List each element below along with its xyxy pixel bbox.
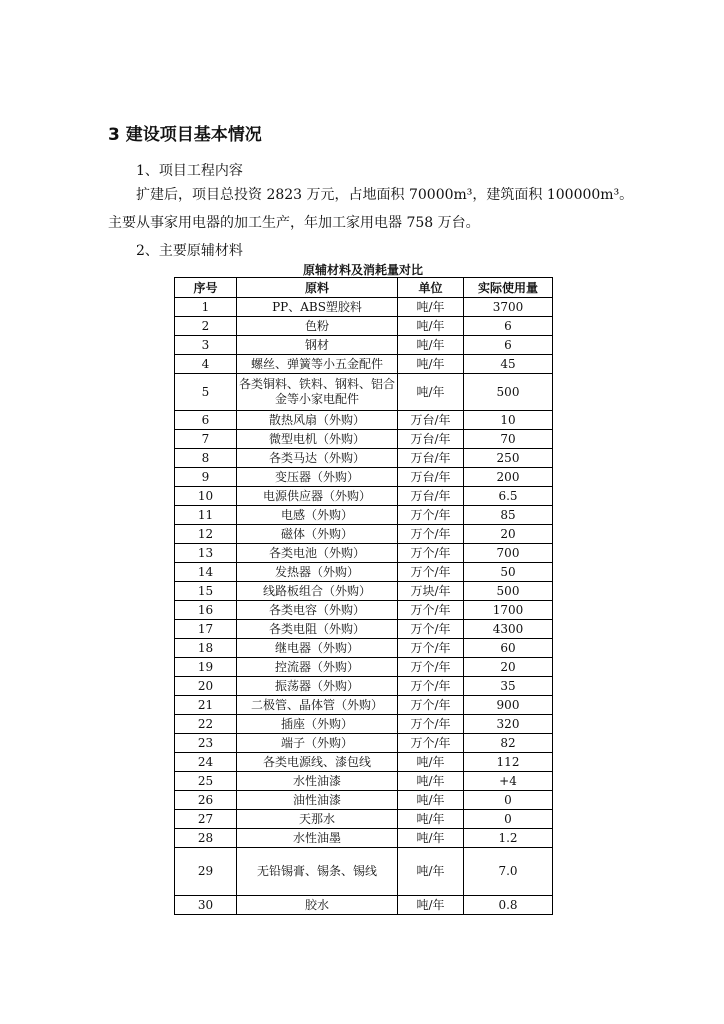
table-row (175, 791, 553, 810)
cell-unit: 万个/年 (398, 563, 464, 582)
cell-unit: 吨/年 (398, 791, 464, 810)
cell-index: 1 (175, 298, 237, 317)
cell-material: 各类电容（外购） (237, 601, 398, 620)
table-row (175, 715, 553, 734)
cell-material: 天那水 (237, 810, 398, 829)
table-row (175, 696, 553, 715)
header-actual-usage: 实际使用量 (464, 278, 553, 298)
table-row (175, 336, 553, 355)
table-row (175, 753, 553, 772)
table-row (175, 563, 553, 582)
cell-unit: 万个/年 (398, 696, 464, 715)
cell-amount: 900 (464, 696, 553, 715)
cell-amount: 6 (464, 317, 553, 336)
cell-unit: 万个/年 (398, 601, 464, 620)
cell-amount: 200 (464, 468, 553, 487)
cell-amount: 45 (464, 355, 553, 374)
cell-material: 水性油墨 (237, 829, 398, 848)
header-index: 序号 (175, 278, 237, 298)
cell-material: 二极管、晶体管（外购） (237, 696, 398, 715)
cell-index: 10 (175, 487, 237, 506)
cell-amount: 3700 (464, 298, 553, 317)
table-row (175, 772, 553, 791)
table-row (175, 374, 553, 411)
cell-amount: 50 (464, 563, 553, 582)
table-caption: 原辅材料及消耗量对比 (302, 263, 423, 277)
cell-material: 无铅锡膏、锡条、锡线 (237, 848, 398, 896)
cell-unit: 吨/年 (398, 753, 464, 772)
cell-material: 螺丝、弹簧等小五金配件 (237, 355, 398, 374)
cell-amount: 60 (464, 639, 553, 658)
cell-material: 发热器（外购） (237, 563, 398, 582)
cell-unit: 吨/年 (398, 374, 464, 411)
cell-index: 13 (175, 544, 237, 563)
cell-unit: 吨/年 (398, 317, 464, 336)
table-row (175, 601, 553, 620)
cell-amount: 500 (464, 374, 553, 411)
cell-index: 5 (175, 374, 237, 411)
cell-material: 油性油漆 (237, 791, 398, 810)
table-header-row (175, 278, 553, 298)
cell-amount: 112 (464, 753, 553, 772)
table-row (175, 848, 553, 896)
cell-amount: 700 (464, 544, 553, 563)
section-title: 3 建设项目基本情况 (108, 125, 262, 145)
cell-index: 6 (175, 411, 237, 430)
cell-unit: 吨/年 (398, 298, 464, 317)
cell-index: 19 (175, 658, 237, 677)
cell-unit: 万个/年 (398, 544, 464, 563)
cell-amount: 6.5 (464, 487, 553, 506)
cell-material: 色粉 (237, 317, 398, 336)
cell-index: 27 (175, 810, 237, 829)
cell-material: 电源供应器（外购） (237, 487, 398, 506)
table-row (175, 411, 553, 430)
cell-amount: 70 (464, 430, 553, 449)
table-row (175, 449, 553, 468)
cell-material: 钢材 (237, 336, 398, 355)
cell-unit: 万个/年 (398, 506, 464, 525)
cell-index: 18 (175, 639, 237, 658)
cell-amount: 0 (464, 810, 553, 829)
cell-index: 15 (175, 582, 237, 601)
cell-unit: 万台/年 (398, 468, 464, 487)
materials-table (174, 277, 553, 915)
cell-index: 4 (175, 355, 237, 374)
cell-index: 26 (175, 791, 237, 810)
cell-material: 插座（外购） (237, 715, 398, 734)
cell-amount: +4 (464, 772, 553, 791)
cell-unit: 万个/年 (398, 677, 464, 696)
cell-material: 继电器（外购） (237, 639, 398, 658)
cell-amount: 4300 (464, 620, 553, 639)
table-row (175, 582, 553, 601)
cell-unit: 吨/年 (398, 336, 464, 355)
cell-material: 水性油漆 (237, 772, 398, 791)
cell-amount: 20 (464, 525, 553, 544)
cell-unit: 吨/年 (398, 810, 464, 829)
cell-amount: 10 (464, 411, 553, 430)
cell-index: 30 (175, 896, 237, 915)
cell-amount: 500 (464, 582, 553, 601)
cell-index: 12 (175, 525, 237, 544)
cell-material: 各类电阻（外购） (237, 620, 398, 639)
cell-index: 16 (175, 601, 237, 620)
cell-amount: 85 (464, 506, 553, 525)
subsection-2-title: 2、主要原辅材料 (136, 243, 243, 259)
cell-index: 28 (175, 829, 237, 848)
table-row (175, 317, 553, 336)
cell-amount: 35 (464, 677, 553, 696)
paragraph-line-1: 扩建后，项目总投资 2823 万元，占地面积 70000m³，建筑面积 100000m³。 (136, 187, 634, 203)
table-row (175, 506, 553, 525)
table-row (175, 896, 553, 915)
cell-unit: 吨/年 (398, 848, 464, 896)
cell-index: 25 (175, 772, 237, 791)
table-row (175, 829, 553, 848)
cell-amount: 6 (464, 336, 553, 355)
cell-unit: 吨/年 (398, 829, 464, 848)
cell-unit: 万个/年 (398, 715, 464, 734)
table-body (175, 298, 553, 915)
cell-unit: 万台/年 (398, 411, 464, 430)
cell-amount: 7.0 (464, 848, 553, 896)
cell-index: 17 (175, 620, 237, 639)
cell-material: 电感（外购） (237, 506, 398, 525)
cell-index: 24 (175, 753, 237, 772)
cell-amount: 82 (464, 734, 553, 753)
cell-index: 2 (175, 317, 237, 336)
cell-material: 各类铜料、铁料、钢料、铝合金等小家电配件 (237, 374, 398, 411)
table-row (175, 298, 553, 317)
cell-amount: 1700 (464, 601, 553, 620)
cell-unit: 万块/年 (398, 582, 464, 601)
cell-index: 21 (175, 696, 237, 715)
table-row (175, 620, 553, 639)
cell-index: 29 (175, 848, 237, 896)
cell-material: 线路板组合（外购） (237, 582, 398, 601)
cell-unit: 吨/年 (398, 772, 464, 791)
cell-index: 9 (175, 468, 237, 487)
cell-unit: 万个/年 (398, 620, 464, 639)
cell-material: 各类马达（外购） (237, 449, 398, 468)
cell-unit: 万台/年 (398, 449, 464, 468)
cell-unit: 万台/年 (398, 430, 464, 449)
table-row (175, 734, 553, 753)
table-row (175, 430, 553, 449)
table-row (175, 487, 553, 506)
cell-material: 散热风扇（外购） (237, 411, 398, 430)
table-row (175, 468, 553, 487)
subsection-1-title: 1、项目工程内容 (136, 163, 243, 179)
cell-index: 23 (175, 734, 237, 753)
cell-index: 7 (175, 430, 237, 449)
cell-material: 端子（外购） (237, 734, 398, 753)
table-row (175, 658, 553, 677)
cell-index: 8 (175, 449, 237, 468)
cell-material: 各类电源线、漆包线 (237, 753, 398, 772)
cell-material: 控流器（外购） (237, 658, 398, 677)
cell-material: 胶水 (237, 896, 398, 915)
cell-material: 变压器（外购） (237, 468, 398, 487)
cell-unit: 吨/年 (398, 355, 464, 374)
cell-amount: 1.2 (464, 829, 553, 848)
table-row (175, 810, 553, 829)
header-material: 原料 (237, 278, 398, 298)
cell-amount: 20 (464, 658, 553, 677)
cell-unit: 万个/年 (398, 639, 464, 658)
cell-material: 各类电池（外购） (237, 544, 398, 563)
table-row (175, 544, 553, 563)
cell-unit: 万个/年 (398, 658, 464, 677)
cell-material: 磁体（外购） (237, 525, 398, 544)
cell-material: 微型电机（外购） (237, 430, 398, 449)
cell-amount: 320 (464, 715, 553, 734)
cell-index: 20 (175, 677, 237, 696)
cell-unit: 万个/年 (398, 734, 464, 753)
table-row (175, 355, 553, 374)
table-row (175, 525, 553, 544)
cell-material: 振荡器（外购） (237, 677, 398, 696)
cell-index: 14 (175, 563, 237, 582)
cell-index: 3 (175, 336, 237, 355)
cell-index: 22 (175, 715, 237, 734)
cell-amount: 0.8 (464, 896, 553, 915)
cell-index: 11 (175, 506, 237, 525)
cell-amount: 0 (464, 791, 553, 810)
cell-material: PP、ABS塑胶料 (237, 298, 398, 317)
table-row (175, 639, 553, 658)
cell-unit: 吨/年 (398, 896, 464, 915)
cell-unit: 万个/年 (398, 525, 464, 544)
table-row (175, 677, 553, 696)
header-unit: 单位 (398, 278, 464, 298)
paragraph-line-2: 主要从事家用电器的加工生产，年加工家用电器 758 万台。 (108, 215, 480, 231)
cell-unit: 万台/年 (398, 487, 464, 506)
cell-amount: 250 (464, 449, 553, 468)
